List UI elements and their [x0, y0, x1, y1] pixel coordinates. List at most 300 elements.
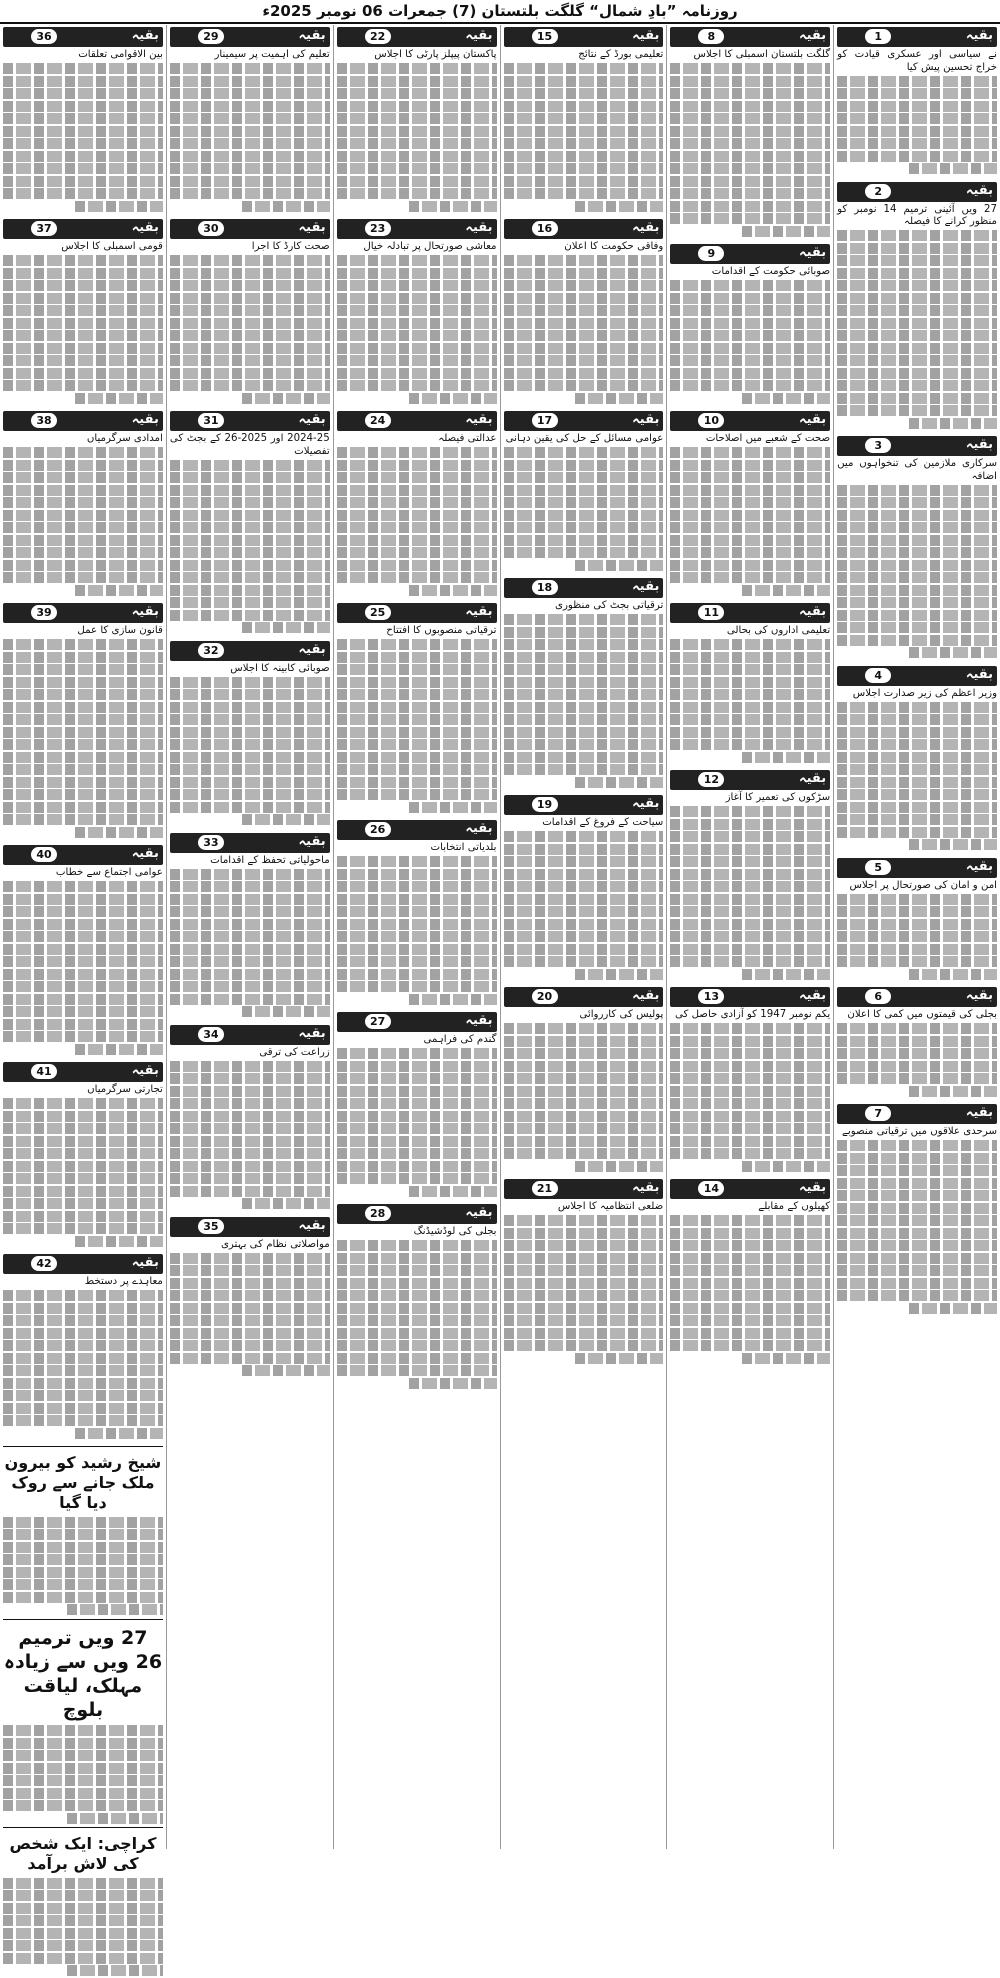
text-line — [170, 472, 330, 483]
continuation-banner — [337, 411, 497, 431]
text-line — [337, 856, 497, 867]
text-line — [3, 689, 163, 700]
text-line — [504, 1136, 664, 1147]
text-line — [170, 330, 330, 341]
continuation-number: 36 — [31, 29, 57, 44]
text-line — [170, 752, 330, 763]
text-line — [170, 188, 330, 199]
text-line — [170, 126, 330, 137]
text-line — [170, 1098, 330, 1109]
continuation-number: 33 — [198, 835, 224, 850]
text-line — [3, 255, 163, 266]
continuation-number: 42 — [31, 1256, 57, 1271]
article-body — [670, 625, 830, 763]
text-line — [170, 88, 330, 99]
banner-word: بقیہ — [799, 604, 827, 619]
continuation-number: 32 — [198, 643, 224, 658]
continuation-item — [504, 1177, 664, 1365]
text-line — [670, 547, 830, 558]
continuation-item — [837, 856, 997, 982]
text-line — [337, 919, 497, 930]
article-body — [3, 1084, 163, 1247]
text-line — [3, 1940, 163, 1951]
text-line — [337, 101, 497, 112]
text-line — [504, 1098, 664, 1109]
text-line — [170, 76, 330, 87]
text-line — [3, 1403, 163, 1414]
text-line — [504, 639, 664, 650]
text-line — [3, 1353, 163, 1364]
text-line — [909, 839, 997, 850]
text-line — [337, 76, 497, 87]
article-body — [170, 49, 330, 212]
banner-word: بقیہ — [465, 220, 493, 235]
banner-word: بقیہ — [465, 1013, 493, 1028]
text-line — [670, 355, 830, 366]
text-line — [75, 1428, 163, 1439]
banner-word: بقیہ — [632, 1180, 660, 1195]
text-line — [3, 969, 163, 980]
text-line — [670, 1228, 830, 1239]
text-line — [3, 88, 163, 99]
article-body — [504, 1009, 664, 1172]
text-line — [170, 380, 330, 391]
text-line — [170, 305, 330, 316]
banner-word: بقیہ — [298, 28, 326, 43]
text-line — [3, 944, 163, 955]
text-line — [504, 268, 664, 279]
continuation-banner — [670, 603, 830, 623]
text-line — [3, 1750, 163, 1761]
continuation-number: 28 — [365, 1206, 391, 1221]
text-line — [670, 1148, 830, 1159]
banner-word: بقیہ — [298, 641, 326, 657]
text-line — [3, 702, 163, 713]
continuation-banner — [670, 1179, 830, 1199]
text-line — [837, 956, 997, 967]
banner-word: بقیہ — [632, 412, 660, 427]
text-line — [3, 1390, 163, 1401]
continuation-number: 4 — [865, 668, 891, 683]
text-line — [3, 1928, 163, 1939]
text-line — [504, 472, 664, 483]
text-line — [3, 138, 163, 149]
text-line — [670, 677, 830, 688]
continuation-banner — [670, 770, 830, 790]
text-line — [504, 330, 664, 341]
text-line — [337, 560, 497, 571]
text-line — [504, 869, 664, 880]
text-line — [3, 485, 163, 496]
text-line — [170, 956, 330, 967]
column-5 — [166, 25, 333, 1849]
text-line — [504, 522, 664, 533]
article-lead: صوبائی کابینہ کا اجلاس — [230, 662, 330, 674]
banner-word: بقیہ — [799, 988, 827, 1003]
text-line — [670, 1086, 830, 1097]
news-headline: کراچی: ایک شخص کی لاش برآمد — [9, 1834, 157, 1873]
text-line — [337, 689, 497, 700]
article-lead: کھیلوں کے مقابلے — [758, 1201, 831, 1212]
text-line — [337, 727, 497, 738]
continuation-banner — [3, 27, 163, 47]
article-body — [3, 1876, 163, 1978]
text-line — [670, 293, 830, 304]
continuation-item — [337, 1010, 497, 1198]
continuation-banner — [170, 219, 330, 239]
continuation-number: 30 — [198, 221, 224, 236]
text-line — [170, 1123, 330, 1134]
text-line — [3, 1019, 163, 1030]
continuation-number: 20 — [532, 989, 558, 1004]
text-line — [242, 622, 330, 633]
text-line — [3, 1517, 163, 1528]
text-line — [3, 1365, 163, 1376]
text-line — [837, 944, 997, 955]
text-line — [504, 255, 664, 266]
continuation-banner — [670, 411, 830, 431]
text-line — [670, 652, 830, 663]
text-line — [837, 931, 997, 942]
text-line — [670, 176, 830, 187]
text-line — [3, 101, 163, 112]
text-line — [837, 714, 997, 725]
text-line — [837, 113, 997, 124]
text-line — [3, 1542, 163, 1553]
text-line — [170, 522, 330, 533]
text-line — [504, 63, 664, 74]
text-line — [504, 956, 664, 967]
article-body — [3, 241, 163, 404]
continuation-item — [170, 831, 330, 1019]
text-line — [337, 869, 497, 880]
text-line — [670, 1136, 830, 1147]
text-line — [504, 1111, 664, 1122]
continuation-number: 26 — [365, 822, 391, 837]
text-line — [670, 1303, 830, 1314]
text-line — [337, 1353, 497, 1364]
text-line — [504, 906, 664, 917]
text-line — [504, 318, 664, 329]
text-line — [670, 944, 830, 955]
continuation-banner — [670, 27, 830, 47]
banner-word: بقیہ — [465, 604, 493, 619]
continuation-number: 11 — [698, 605, 724, 620]
continuation-item — [837, 434, 997, 660]
text-line — [337, 1061, 497, 1072]
text-line — [670, 664, 830, 675]
continuation-banner — [337, 219, 497, 239]
text-line — [670, 702, 830, 713]
text-line — [337, 652, 497, 663]
text-line — [742, 393, 830, 404]
text-line — [837, 76, 997, 87]
text-line — [3, 547, 163, 558]
text-line — [170, 802, 330, 813]
text-line — [242, 393, 330, 404]
text-line — [170, 585, 330, 596]
continuation-item — [670, 601, 830, 764]
text-line — [670, 63, 830, 74]
text-line — [3, 894, 163, 905]
article-lead: ترقیاتی بجٹ کی منظوری — [554, 600, 664, 611]
text-line — [67, 1965, 163, 1976]
continuation-item — [3, 1060, 163, 1248]
continuation-item — [670, 1177, 830, 1365]
text-line — [75, 201, 163, 212]
article-body — [837, 1126, 997, 1314]
text-line — [837, 1061, 997, 1072]
article-lead: ضلعی انتظامیہ کا اجلاس — [557, 1201, 664, 1212]
article-body — [504, 49, 664, 212]
continuation-number: 34 — [198, 1027, 224, 1042]
text-line — [670, 1098, 830, 1109]
text-line — [409, 201, 497, 212]
continuation-number: 25 — [365, 605, 391, 620]
continuation-item — [170, 1023, 330, 1211]
text-line — [337, 1365, 497, 1376]
banner-word: بقیہ — [465, 1205, 493, 1220]
news-headline: شیخ رشید کو بیرون ملک جانے سے روک دیا گیا — [4, 1453, 162, 1512]
text-line — [3, 906, 163, 917]
text-line — [3, 343, 163, 354]
text-line — [837, 368, 997, 379]
text-line — [575, 969, 663, 980]
text-line — [504, 76, 664, 87]
text-line — [170, 702, 330, 713]
article-lead: صحت کے شعبے میں اصلاحات — [705, 433, 831, 444]
continuation-number: 24 — [365, 413, 391, 428]
text-line — [337, 293, 497, 304]
text-line — [3, 1775, 163, 1786]
text-line — [837, 330, 997, 341]
text-line — [3, 113, 163, 124]
text-line — [337, 702, 497, 713]
text-line — [670, 714, 830, 725]
text-line — [3, 151, 163, 162]
continuation-item — [3, 1252, 163, 1440]
text-line — [670, 572, 830, 583]
banner-word: بقیہ — [965, 28, 993, 43]
continuation-number: 15 — [532, 29, 558, 44]
banner-word: بقیہ — [131, 846, 159, 861]
banner-word: بقیہ — [632, 796, 660, 811]
text-line — [670, 522, 830, 533]
continuation-banner — [337, 820, 497, 840]
text-line — [670, 1265, 830, 1276]
text-line — [742, 226, 830, 237]
text-line — [670, 151, 830, 162]
text-line — [504, 856, 664, 867]
text-line — [242, 1365, 330, 1376]
text-line — [670, 305, 830, 316]
article-lead: بلدیاتی انتخابات — [430, 842, 497, 853]
text-line — [670, 380, 830, 391]
article-body — [170, 241, 330, 404]
text-line — [337, 355, 497, 366]
text-line — [670, 201, 830, 212]
continuation-item — [670, 25, 830, 238]
text-line — [3, 919, 163, 930]
text-line — [337, 1136, 497, 1147]
continuation-number: 22 — [365, 29, 391, 44]
continuation-item — [670, 768, 830, 981]
text-line — [742, 969, 830, 980]
news-headline: 27 ویں ترمیم 26 ویں سے زیادہ مہلک، لیاقت بلوچ — [3, 1626, 163, 1721]
text-line — [670, 1023, 830, 1034]
text-line — [837, 560, 997, 571]
text-line — [504, 702, 664, 713]
text-line — [337, 368, 497, 379]
text-line — [670, 639, 830, 650]
text-line — [837, 635, 997, 646]
text-line — [670, 535, 830, 546]
continuation-item — [504, 576, 664, 789]
banner-word: بقیہ — [298, 220, 326, 235]
text-line — [504, 627, 664, 638]
text-line — [170, 981, 330, 992]
text-line — [3, 76, 163, 87]
text-line — [170, 547, 330, 558]
text-line — [170, 931, 330, 942]
article-body — [504, 600, 664, 788]
article-lead: 27 ویں آئینی ترمیم 14 نومبر کو منظور کرانے کا فیصلہ — [837, 203, 997, 227]
text-line — [909, 1303, 997, 1314]
article-lead: قانون سازی کا عمل — [77, 625, 163, 636]
article-lead: سڑکوں کی تعمیر کا آغاز — [725, 792, 831, 803]
text-line — [504, 1340, 664, 1351]
text-line — [837, 585, 997, 596]
text-line — [837, 802, 997, 813]
continuation-banner — [337, 603, 497, 623]
text-line — [837, 88, 997, 99]
text-line — [3, 1148, 163, 1159]
article-body — [170, 1047, 330, 1210]
text-line — [837, 1048, 997, 1059]
text-line — [909, 647, 997, 658]
text-line — [504, 931, 664, 942]
text-line — [337, 1253, 497, 1264]
divider — [3, 1446, 163, 1447]
text-line — [170, 1136, 330, 1147]
banner-word: بقیہ — [298, 833, 326, 849]
text-line — [837, 318, 997, 329]
text-line — [3, 1031, 163, 1042]
text-line — [504, 614, 664, 625]
text-line — [3, 63, 163, 74]
text-line — [504, 831, 664, 842]
text-line — [170, 1353, 330, 1364]
text-line — [670, 1061, 830, 1072]
text-line — [3, 1592, 163, 1603]
news-columns — [0, 25, 1000, 1873]
article-lead: قومی اسمبلی کا اجلاس — [61, 241, 163, 252]
banner-word: بقیہ — [965, 988, 993, 1003]
text-line — [909, 163, 997, 174]
text-line — [504, 380, 664, 391]
text-line — [504, 1215, 664, 1226]
article-body — [670, 266, 830, 404]
text-line — [3, 1340, 163, 1351]
text-line — [3, 739, 163, 750]
article-lead: سیاحت کے فروغ کے اقدامات — [542, 817, 664, 828]
text-line — [670, 1036, 830, 1047]
text-line — [3, 752, 163, 763]
text-line — [670, 739, 830, 750]
text-line — [504, 305, 664, 316]
continuation-banner — [170, 27, 330, 47]
text-line — [3, 1878, 163, 1889]
text-line — [337, 572, 497, 583]
text-line — [337, 764, 497, 775]
continuation-number: 38 — [31, 413, 57, 428]
text-line — [504, 163, 664, 174]
text-line — [837, 789, 997, 800]
text-line — [742, 752, 830, 763]
text-line — [504, 447, 664, 458]
text-line — [837, 268, 997, 279]
continuation-banner — [170, 833, 330, 853]
article-body — [670, 792, 830, 980]
text-line — [670, 460, 830, 471]
text-line — [837, 1023, 997, 1034]
text-line — [837, 1215, 997, 1226]
article-body — [337, 1226, 497, 1389]
text-line — [3, 1173, 163, 1184]
text-line — [337, 714, 497, 725]
text-line — [670, 1340, 830, 1351]
text-line — [3, 1006, 163, 1017]
text-line — [337, 472, 497, 483]
text-line — [670, 163, 830, 174]
article-body — [170, 1239, 330, 1377]
text-line — [670, 831, 830, 842]
text-line — [504, 1265, 664, 1276]
text-line — [170, 485, 330, 496]
text-line — [3, 881, 163, 892]
banner-word: بقیہ — [298, 1217, 326, 1233]
text-line — [504, 1123, 664, 1134]
text-line — [837, 814, 997, 825]
text-line — [3, 1800, 163, 1811]
continuation-item — [337, 25, 497, 213]
banner-word: بقیہ — [632, 579, 660, 594]
text-line — [3, 802, 163, 813]
text-line — [75, 827, 163, 838]
continuation-number: 7 — [865, 1106, 891, 1121]
text-line — [575, 1161, 663, 1172]
text-line — [409, 585, 497, 596]
text-line — [909, 418, 997, 429]
article-body — [504, 433, 664, 571]
continuation-item — [504, 25, 664, 213]
text-line — [504, 293, 664, 304]
article-body — [837, 1009, 997, 1097]
continuation-number: 18 — [532, 580, 558, 595]
article-lead: تعلیمی بورڈ کے نتائج — [578, 49, 664, 60]
text-line — [170, 318, 330, 329]
text-line — [170, 343, 330, 354]
text-line — [837, 1240, 997, 1251]
continuation-number: 19 — [532, 797, 558, 812]
text-line — [337, 460, 497, 471]
text-line — [337, 956, 497, 967]
continuation-item — [3, 601, 163, 839]
banner-word: بقیہ — [965, 437, 993, 452]
continuation-number: 1 — [865, 29, 891, 44]
text-line — [504, 188, 664, 199]
text-line — [670, 881, 830, 892]
